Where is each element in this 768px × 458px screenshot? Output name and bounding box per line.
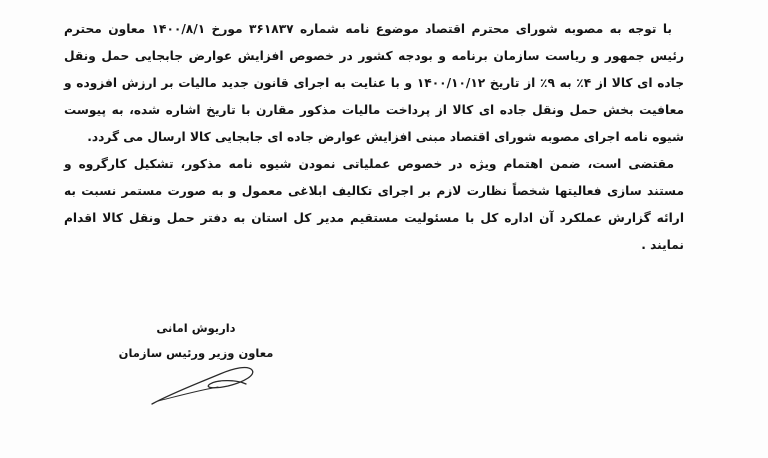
letter-paragraph-1: با توجه به مصوبه شورای محترم اقتصاد موضوع نامه شماره ۳۶۱۸۳۷ مورخ ۱۴۰۰/۸/۱ معاون محترم رئیس جمهور و ریاست سازمان برنامه و بودجه کشور در خصوص افزایش عوارض جابجایی حمل ونقل جاده ای کالا از ۴٪ به ۹٪ از تاریخ ۱۴۰۰/۱۰/۱۲ و با عنایت به اجرای قانون جدید مالیات بر ارزش افزوده و معافیت بخش حمل ونقل جاده ای کالا از پرداخت مالیات مذکور مقارن با تاریخ اشاره شده، به پیوست شیوه نامه اجرای مصوبه شورای اقتصاد مبنی افزایش عوارض جاده ای جابجایی کالا ارسال می گردد. (64, 22, 685, 144)
letter-body (64, 16, 684, 259)
handwritten-signature-icon (148, 360, 258, 410)
signature-block (96, 316, 296, 366)
signatory-title: معاون وزیر ورئیس سازمان (118, 346, 274, 360)
signatory-name: داریوش امانی (156, 321, 236, 335)
letter-paragraph-2: مقتضی است، ضمن اهتمام ویژه در خصوص عملیاتی نمودن شیوه نامه مذکور، تشکیل کارگروه و مستند سازی فعالیتها شخصاً نظارت لازم بر اجرای تکالیف ابلاغی معمول و به صورت مستمر نسبت به ارائه گزارش عملکرد آن اداره کل با مسئولیت مستقیم مدیر کل استان به دفتر حمل ونقل کالا اقدام نمایند . (64, 157, 684, 252)
